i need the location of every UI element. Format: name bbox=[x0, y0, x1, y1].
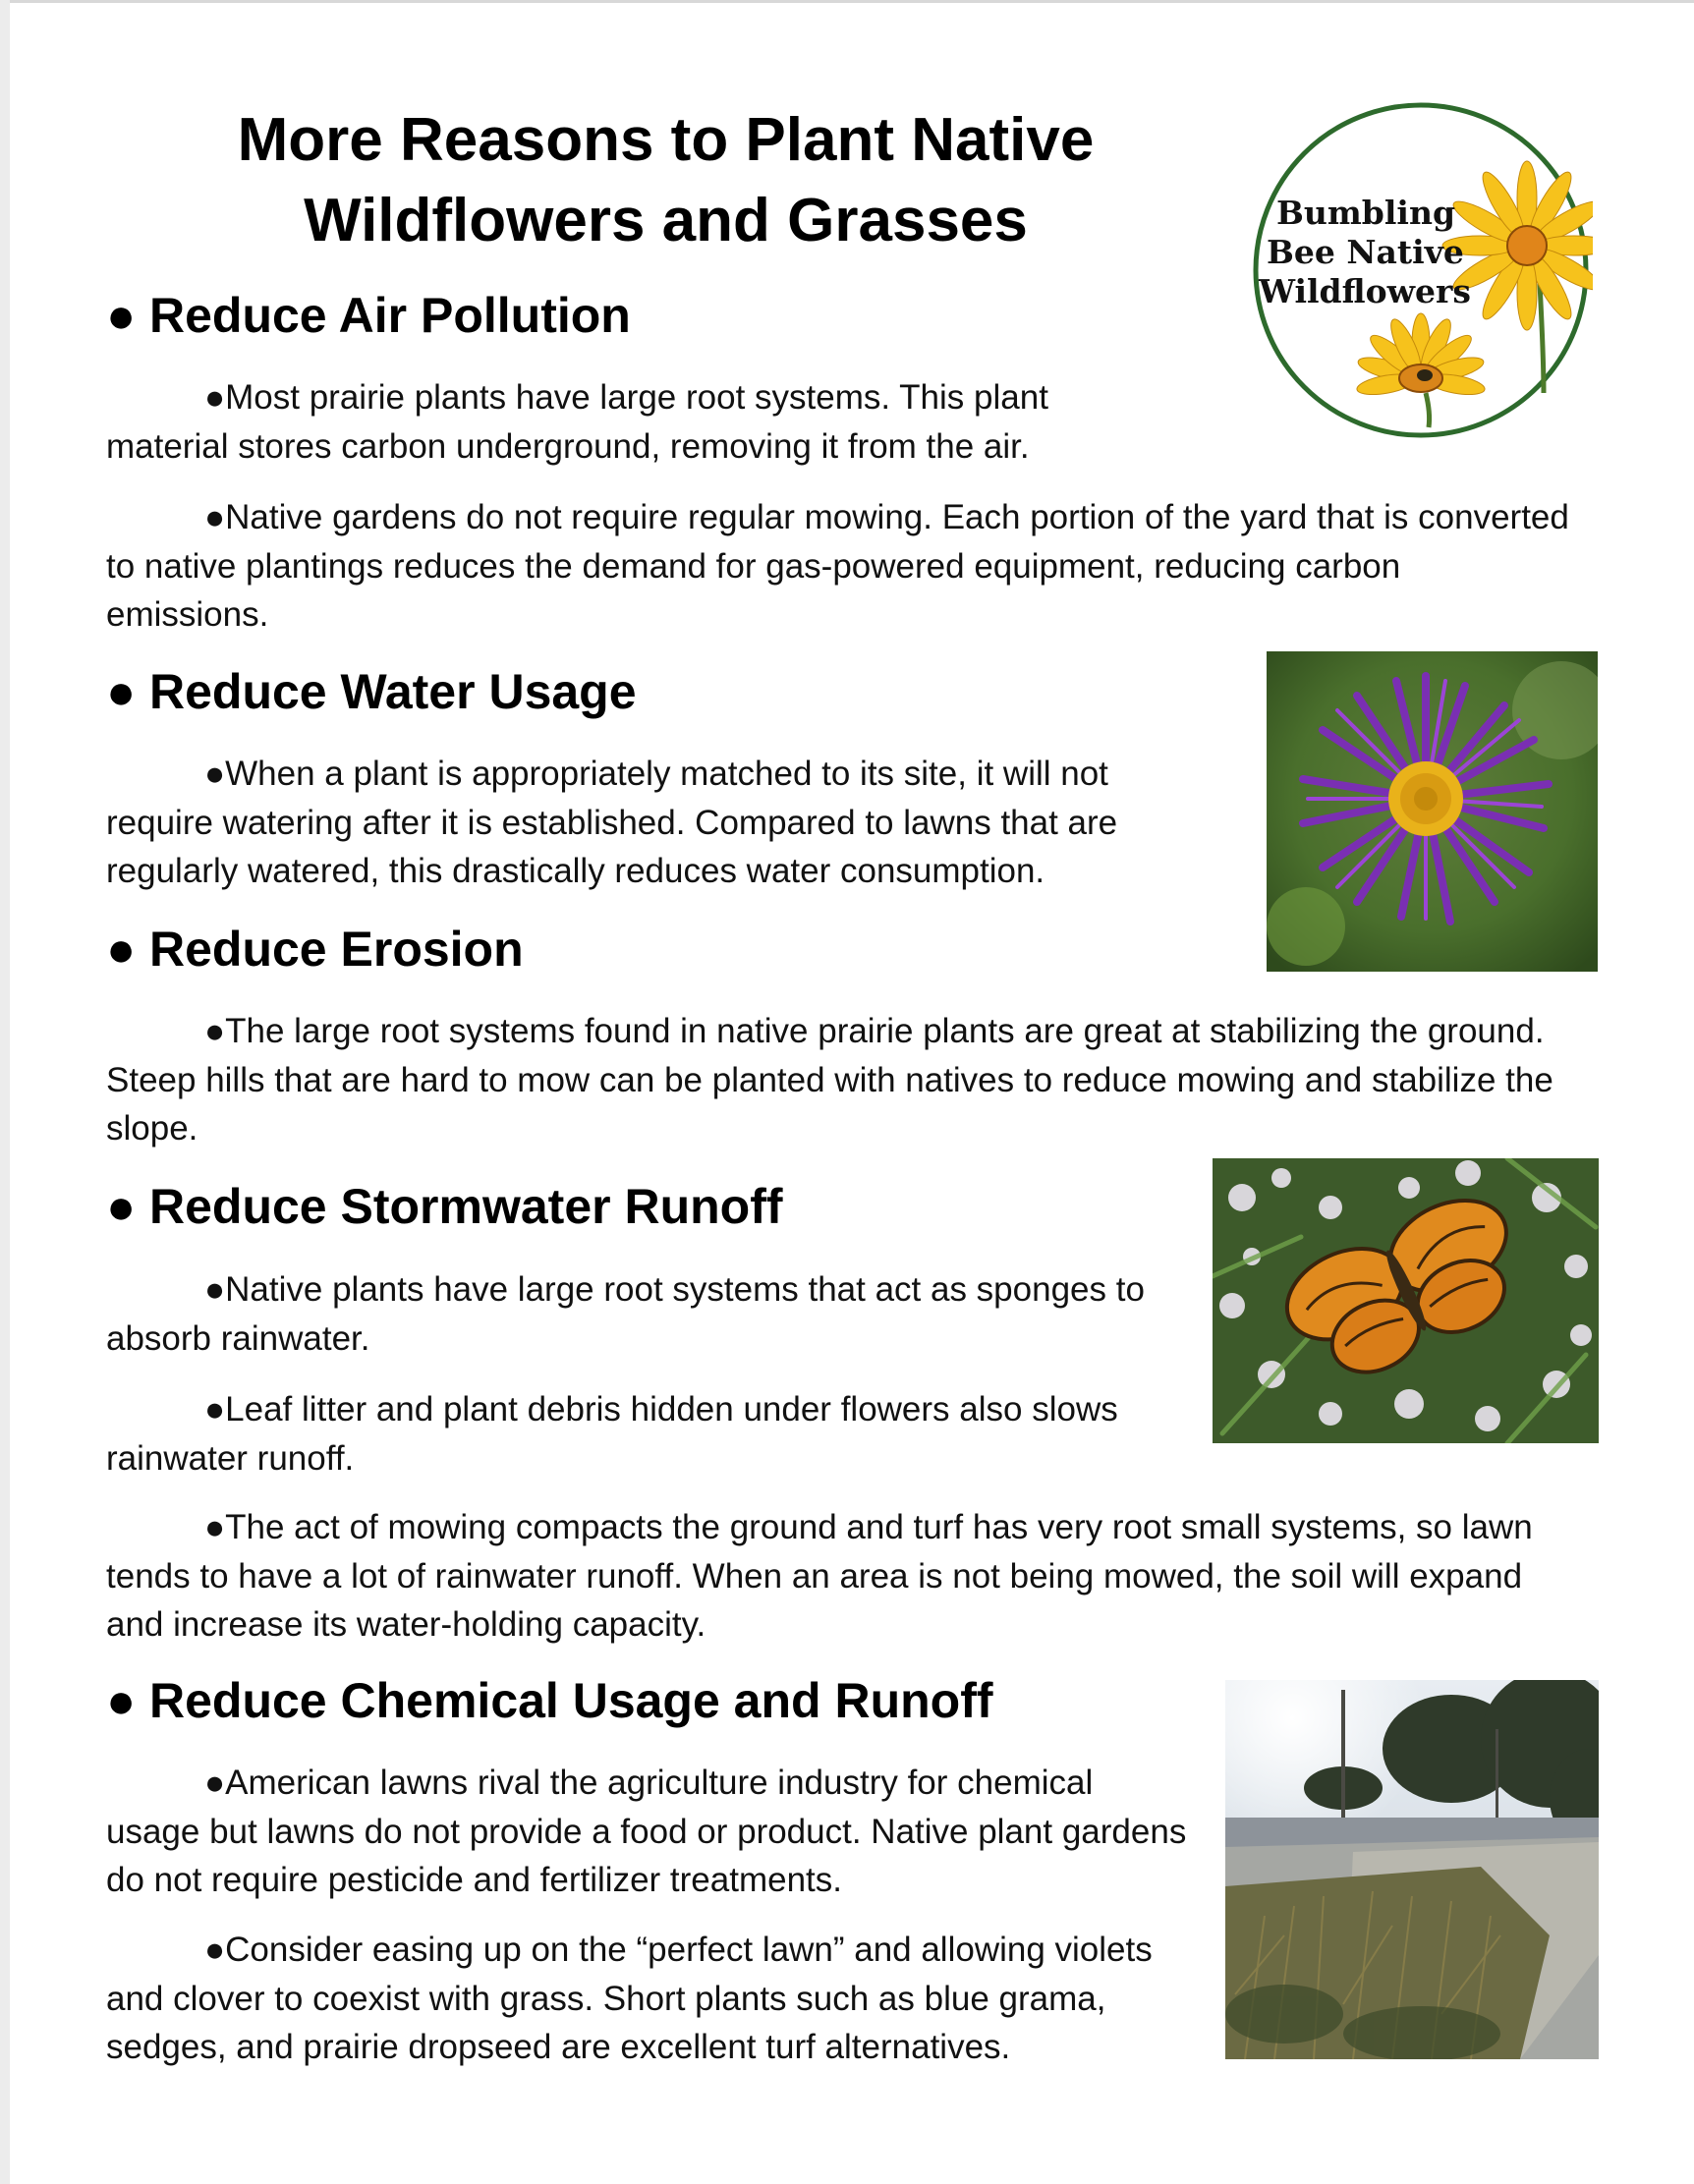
bullet-icon: ● bbox=[204, 1931, 226, 1969]
logo-line-1: Bumbling bbox=[1276, 194, 1456, 232]
page-title: More Reasons to Plant Native Wildflowers and Grasses bbox=[237, 106, 1095, 254]
bullet-icon: ● bbox=[204, 378, 226, 417]
paragraph: ●Native gardens do not require regular mowing. Each portion of the yard that is converted to native plantings reduces the demand for gas-powered equipment, reducing carbon emissions. bbox=[106, 498, 1569, 634]
logo-line-3: Wildflowers bbox=[1259, 272, 1471, 310]
page-edge bbox=[0, 0, 10, 2184]
bullet-icon: ● bbox=[204, 1390, 226, 1428]
bullet-icon: ● bbox=[204, 498, 226, 536]
page-edge bbox=[0, 0, 1694, 3]
paragraph: ●Most prairie plants have large root systems. This plant material stores carbon underground, removing it from the air. bbox=[106, 378, 1048, 466]
bullet-icon: ● bbox=[106, 1179, 137, 1234]
paragraph: ●American lawns rival the agriculture industry for chemical usage but lawns do not provide a food or product. Native plant gardens do not require pesticide and fertilizer treatments. bbox=[106, 1764, 1187, 1899]
paragraph: ●The act of mowing compacts the ground and turf has very root small systems, so lawn tends to have a lot of rainwater runoff. When an area is not being mowed, the soil will expand and increase its water-holding capacity. bbox=[106, 1508, 1533, 1644]
bullet-icon: ● bbox=[204, 1508, 226, 1546]
section-heading: ● Reduce Water Usage bbox=[106, 661, 637, 722]
bullet-icon: ● bbox=[204, 1764, 226, 1802]
paragraph: ●Consider easing up on the “perfect lawn” and allowing violets and clover to coexist with grass. Short plants such as blue grama, sedges, and prairie dropseed are excellent turf alternatives. bbox=[106, 1931, 1153, 2066]
paragraph: ●The large root systems found in native prairie plants are great at stabilizing the ground. Steep hills that are hard to mow can be planted with natives to reduce mowing and stabilize the slope. bbox=[106, 1012, 1553, 1148]
bumbling-bee-logo bbox=[1249, 98, 1593, 442]
section-heading: ● Reduce Erosion bbox=[106, 919, 524, 980]
bullet-icon: ● bbox=[204, 1270, 226, 1309]
paragraph: ●When a plant is appropriately matched to its site, it will not require watering after it is established. Compared to lawns that are regularly watered, this drastically reduces water consumption. bbox=[106, 755, 1118, 890]
section-heading: ● Reduce Air Pollution bbox=[106, 285, 631, 346]
bullet-icon: ● bbox=[204, 1012, 226, 1050]
logo-line-2: Bee Native bbox=[1267, 233, 1464, 271]
bullet-icon: ● bbox=[204, 755, 226, 793]
bullet-icon: ● bbox=[106, 922, 137, 977]
bullet-icon: ● bbox=[106, 664, 137, 719]
butterfly-photo bbox=[1213, 1158, 1599, 1443]
bullet-icon: ● bbox=[106, 1673, 137, 1728]
paragraph: ●Native plants have large root systems that act as sponges to absorb rainwater. bbox=[106, 1270, 1145, 1358]
aster-flower-photo bbox=[1267, 651, 1598, 972]
section-heading: ● Reduce Stormwater Runoff bbox=[106, 1176, 783, 1237]
paragraph: ●Leaf litter and plant debris hidden under flowers also slows rainwater runoff. bbox=[106, 1390, 1118, 1478]
section-heading: ● Reduce Chemical Usage and Runoff bbox=[106, 1670, 993, 1731]
bullet-icon: ● bbox=[106, 288, 137, 343]
roadside-prairie-photo bbox=[1225, 1680, 1599, 2059]
